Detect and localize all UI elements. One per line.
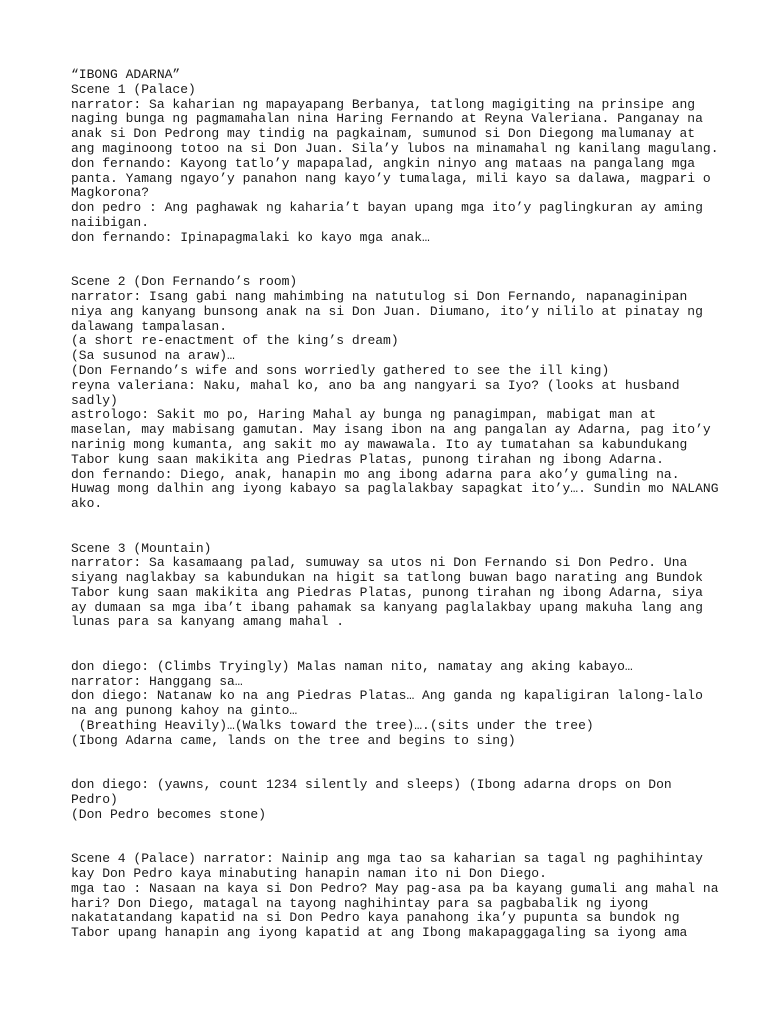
text-line: Tabor kung saan makikita ang Piedras Platas, punong tirahan ng ibong Adarna.	[71, 451, 664, 467]
text-line: ang maginoong totoo na si Don Juan. Sila’y lubos na minamahal ng kanilang magulang.	[71, 140, 719, 156]
text-line: narrator: Sa kaharian ng mapayapang Berbanya, tatlong magigiting na prinsipe ang	[71, 96, 696, 112]
text-line: Scene 4 (Palace) narrator: Nainip ang mga tao sa kaharian sa tagal ng paghihintay	[71, 851, 703, 867]
text-line: ay dumaan sa mga iba’t ibang pahamak sa kanyang paglalakbay upang makuha lang ang	[71, 599, 703, 615]
blank-line	[71, 260, 728, 275]
text-line: don diego: Natanaw ko na ang Piedras Platas… Ang ganda ng kapaligiran lalong-lalo	[71, 688, 703, 704]
text-line: maselan, may mabisang gamutan. May isang ibon na ang pangalan ay Adarna, pag ito’y	[71, 422, 711, 438]
text-line: sadly)	[71, 392, 118, 408]
text-line: narinig mong kumanta, ang sakit mo ay mawawala. Ito ay tumatahan sa kabundukang	[71, 436, 688, 452]
text-line: naiibigan.	[71, 214, 150, 230]
blank-line	[71, 763, 728, 778]
blank-line	[71, 823, 728, 838]
text-line: don fernando: Diego, anak, hanapin mo ang ibong adarna para ako’y gumaling na.	[71, 466, 680, 482]
text-line: Scene 2 (Don Fernando’s room)	[71, 274, 298, 290]
text-line: don fernando: Ipinapagmalaki ko kayo mga anak…	[71, 229, 430, 245]
text-line: (Sa susunod na araw)…	[71, 348, 235, 364]
text-line: don diego: (Climbs Tryingly) Malas naman nito, namatay ang aking kabayo…	[71, 658, 633, 674]
blank-line	[71, 527, 728, 542]
text-line: narrator: Sa kasamaang palad, sumuway sa utos ni Don Fernando si Don Pedro. Una	[71, 555, 688, 571]
text-line: hari? Don Diego, matagal na tayong naghihintay para sa pagbabalik ng iyong	[71, 895, 649, 911]
text-line: niya ang kanyang bunsong anak na si Don Juan. Diumano, ito’y nililo at pinatay ng	[71, 303, 703, 319]
text-line: don fernando: Kayong tatlo’y mapapalad, angkin ninyo ang mataas na pangalang mga	[71, 155, 696, 171]
text-line: (Don Fernando’s wife and sons worriedly gathered to see the ill king)	[71, 362, 610, 378]
blank-line	[71, 645, 728, 660]
text-line: (a short re-enactment of the king’s dream)	[71, 333, 399, 349]
text-line: Tabor upang hanapin ang iyong kapatid at ang Ibong makapaggagaling sa iyong ama	[71, 925, 688, 941]
text-line: (Ibong Adarna came, lands on the tree and begins to sing)	[71, 732, 516, 748]
text-line: astrologo: Sakit mo po, Haring Mahal ay bunga ng panagimpan, mabigat man at	[71, 407, 657, 423]
text-line: narrator: Hanggang sa…	[71, 673, 243, 689]
blank-line	[71, 837, 728, 852]
text-line: ako.	[71, 496, 103, 512]
text-line: nakatatandang kapatid na si Don Pedro kaya panahong ika’y pupunta sa bundok ng	[71, 910, 680, 926]
text-line: Pedro)	[71, 792, 118, 808]
text-line: narrator: Isang gabi nang mahimbing na natutulog si Don Fernando, napanaginipan	[71, 288, 688, 304]
text-line: Scene 3 (Mountain)	[71, 540, 212, 556]
text-line: Huwag mong dalhin ang iyong kabayo sa paglalakbay sapagkat ito’y…. Sundin mo NALANG	[71, 481, 719, 497]
text-line: naging bunga ng pagmamahalan nina Haring Fernando at Reyna Valeriana. Panganay na	[71, 111, 703, 127]
text-line: Magkorona?	[71, 185, 150, 201]
text-line: “IBONG ADARNA”	[71, 67, 181, 82]
blank-line	[71, 630, 728, 645]
blank-line	[71, 749, 728, 764]
text-line: anak si Don Pedrong may tindig na pagkainam, sumunod si Don Diegong malumanay at	[71, 126, 696, 142]
text-line: don pedro : Ang paghawak ng kaharia’t bayan upang mga ito’y paglingkuran ay aming	[71, 200, 703, 216]
blank-line	[71, 512, 728, 527]
text-line: don diego: (yawns, count 1234 silently and sleeps) (Ibong adarna drops on Don	[71, 777, 672, 793]
text-line: Tabor kung saan makikita ang Piedras Platas, punong tirahan ng ibong Adarna, siya	[71, 584, 703, 600]
text-line: na ang punong kahoy na ginto…	[71, 703, 298, 719]
text-line: (Don Pedro becomes stone)	[71, 806, 267, 822]
text-line: lunas para sa kanyang amang mahal .	[71, 614, 345, 630]
text-line: mga tao : Nasaan na kaya si Don Pedro? May pag-asa pa ba kayang gumali ang mahal na	[71, 880, 719, 896]
text-line: reyna valeriana: Naku, mahal ko, ano ba ang nangyari sa Iyo? (looks at husband	[71, 377, 680, 393]
text-line: siyang naglakbay sa kabundukan na higit sa tatlong buwan bago narating ang Bundok	[71, 570, 703, 586]
text-line: (Breathing Heavily)…(Walks toward the tree)….(sits under the tree)	[71, 718, 594, 734]
blank-line	[71, 246, 728, 261]
text-line: kay Don Pedro kaya minabuting hanapin naman ito ni Don Diego.	[71, 866, 547, 882]
text-line: panta. Yamang ngayo’y panahon nang kayo’y tumalaga, mili kayo sa dalawa, magpari o	[71, 170, 711, 186]
text-line: dalawang tampalasan.	[71, 318, 228, 334]
text-line: Scene 1 (Palace)	[71, 81, 196, 97]
